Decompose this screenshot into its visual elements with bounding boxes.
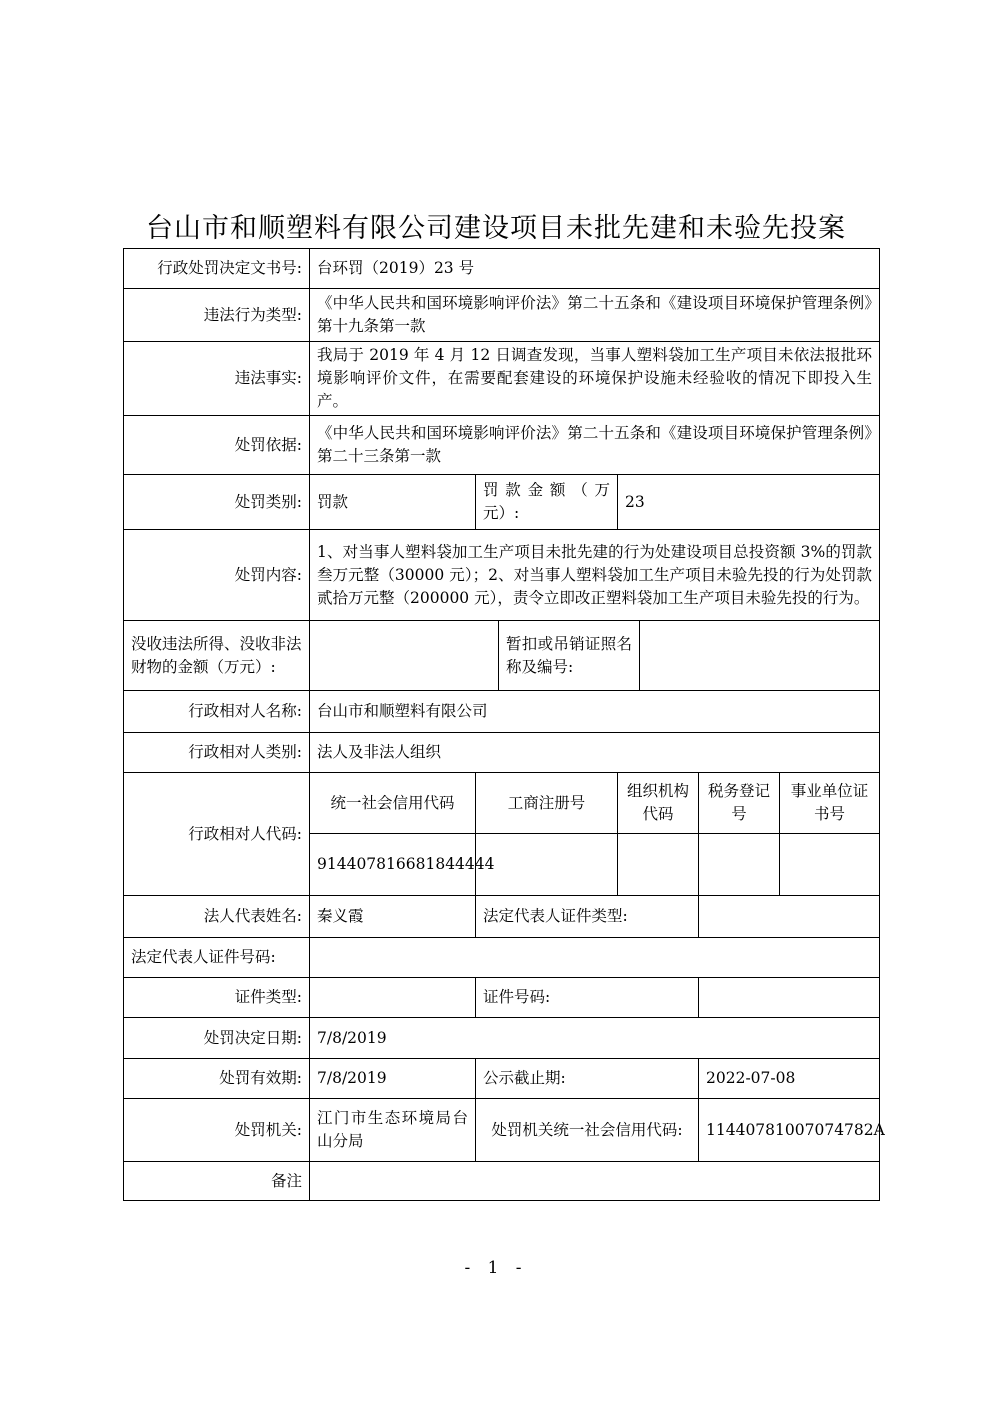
row-violation-facts (124, 342, 880, 416)
decision-date-label: 处罚决定日期: (124, 1018, 310, 1059)
confiscation-value (310, 621, 499, 691)
institution-cert-header: 事业单位证书号 (780, 773, 880, 834)
row-remarks (124, 1162, 880, 1201)
row-party-type (124, 733, 880, 773)
cert-no-value (699, 978, 880, 1018)
cert-no-label: 证件号码: (476, 978, 699, 1018)
penalty-info-table (123, 248, 885, 1201)
decision-no-value: 台环罚（2019）23 号 (310, 249, 880, 289)
business-reg-value (476, 834, 618, 896)
row-party-code-headers (124, 773, 880, 834)
row-decision-date (124, 1018, 880, 1059)
authority-credit-label: 处罚机关统一社会信用代码: (476, 1099, 699, 1162)
row-decision-no (124, 249, 880, 289)
org-code-header: 组织机构代码 (618, 773, 699, 834)
violation-type-value: 《中华人民共和国环境影响评价法》第二十五条和《建设项目环境保护管理条例》第十九条第一款 (310, 289, 880, 342)
legal-rep-label: 法人代表姓名: (124, 896, 310, 938)
authority-label: 处罚机关: (124, 1099, 310, 1162)
violation-facts-label: 违法事实: (124, 342, 310, 416)
tax-reg-value (699, 834, 780, 896)
party-name-value: 台山市和顺塑料有限公司 (310, 691, 880, 733)
credit-code-header: 统一社会信用代码 (310, 773, 476, 834)
penalty-content-label: 处罚内容: (124, 530, 310, 621)
cert-type-label: 证件类型: (124, 978, 310, 1018)
penalty-category-value: 罚款 (310, 475, 476, 530)
document-title: 台山市和顺塑料有限公司建设项目未批先建和未验先投案 (146, 213, 846, 244)
legal-rep-id-type-value (699, 896, 880, 938)
penalty-basis-value: 《中华人民共和国环境影响评价法》第二十五条和《建设项目环境保护管理条例》第二十三条第一款 (310, 416, 880, 475)
row-authority (124, 1099, 880, 1162)
confiscation-label: 没收违法所得、没收非法财物的金额（万元）: (124, 621, 310, 691)
party-code-label: 行政相对人代码: (124, 773, 310, 896)
cert-type-value (310, 978, 476, 1018)
violation-type-label: 违法行为类型: (124, 289, 310, 342)
remarks-label: 备注 (124, 1162, 310, 1201)
row-validity (124, 1059, 880, 1099)
row-cert (124, 978, 880, 1018)
party-type-label: 行政相对人类别: (124, 733, 310, 773)
credit-code-value: 914407816681844444 (310, 834, 476, 896)
publish-deadline-value: 2022-07-08 (699, 1059, 880, 1099)
row-party-name (124, 691, 880, 733)
org-code-value (618, 834, 699, 896)
party-name-label: 行政相对人名称: (124, 691, 310, 733)
penalty-amount-value: 23 (618, 475, 880, 530)
row-violation-type (124, 289, 880, 342)
row-confiscation (124, 621, 880, 691)
authority-value: 江门市生态环境局台山分局 (310, 1099, 476, 1162)
row-penalty-category (124, 475, 880, 530)
penalty-content-value: 1、对当事人塑料袋加工生产项目未批先建的行为处建设项目总投资额 3%的罚款叁万元整（30000 元）；2、对当事人塑料袋加工生产项目未验先投的行为处罚款贰拾万元整（200000 元），责令立即改正塑料袋加工生产项目未验先投的行为。 (310, 530, 880, 621)
publish-deadline-label: 公示截止期: (476, 1059, 699, 1099)
institution-cert-value (780, 834, 880, 896)
legal-rep-value: 秦义霞 (310, 896, 476, 938)
validity-label: 处罚有效期: (124, 1059, 310, 1099)
validity-value: 7/8/2019 (310, 1059, 476, 1099)
remarks-value (310, 1162, 880, 1201)
penalty-category-label: 处罚类别: (124, 475, 310, 530)
row-penalty-basis (124, 416, 880, 475)
legal-rep-id-value (310, 938, 880, 978)
row-legal-rep (124, 896, 880, 938)
legal-rep-id-label: 法定代表人证件号码: (124, 938, 310, 978)
decision-no-label: 行政处罚决定文书号: (124, 249, 310, 289)
row-legal-rep-id (124, 938, 880, 978)
license-label: 暂扣或吊销证照名称及编号: (499, 621, 640, 691)
license-value (640, 621, 880, 691)
penalty-basis-label: 处罚依据: (124, 416, 310, 475)
row-penalty-content (124, 530, 880, 621)
party-type-value: 法人及非法人组织 (310, 733, 880, 773)
tax-reg-header: 税务登记号 (699, 773, 780, 834)
decision-date-value: 7/8/2019 (310, 1018, 880, 1059)
authority-credit-value: 11440781007074782A (699, 1099, 880, 1162)
page-number: - 1 - (464, 1258, 528, 1278)
legal-rep-id-type-label: 法定代表人证件类型: (476, 896, 699, 938)
business-reg-header: 工商注册号 (476, 773, 618, 834)
penalty-amount-label: 罚款金额（万元）: (476, 475, 618, 530)
violation-facts-value: 我局于 2019 年 4 月 12 日调查发现，当事人塑料袋加工生产项目未依法报批环境影响评价文件，在需要配套建设的环境保护设施未经验收的情况下即投入生产。 (310, 342, 880, 416)
